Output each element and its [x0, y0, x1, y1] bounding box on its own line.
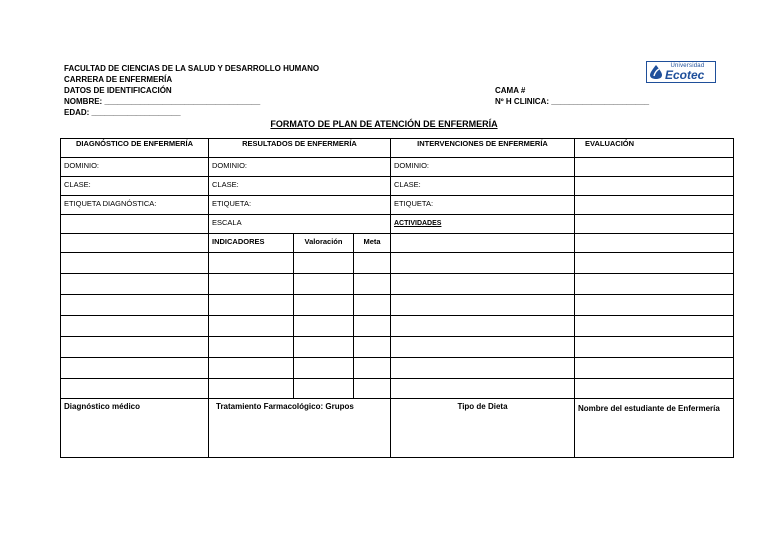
empty-cell[interactable] [354, 379, 391, 399]
empty-cell[interactable] [209, 253, 294, 274]
logo-main-text: Ecotec [665, 68, 705, 82]
header-diagnosis: DIAGNÓSTICO DE ENFERMERÍA [61, 139, 209, 158]
empty-cell[interactable] [61, 295, 209, 316]
diag-cell[interactable] [61, 215, 209, 234]
table-row [61, 177, 734, 196]
diag-class-cell[interactable]: CLASE: [61, 177, 209, 196]
table-row [61, 158, 734, 177]
eval-cell[interactable] [575, 215, 734, 234]
activities-label: ACTIVIDADES [394, 220, 442, 227]
empty-cell[interactable] [391, 358, 575, 379]
bed-field[interactable]: CAMA # [495, 86, 526, 95]
empty-cell[interactable] [61, 358, 209, 379]
empty-cell[interactable] [294, 316, 354, 337]
empty-cell[interactable] [294, 295, 354, 316]
page-title: FORMATO DE PLAN DE ATENCIÓN DE ENFERMERÍA [270, 119, 498, 129]
indicators-header: INDICADORES [209, 234, 294, 253]
empty-cell[interactable] [391, 253, 575, 274]
empty-cell[interactable] [209, 274, 294, 295]
ecotec-logo [646, 61, 716, 83]
res-domain-cell[interactable]: DOMINIO: [209, 158, 391, 177]
header-evaluation: EVALUACIÓN [575, 139, 734, 158]
empty-cell[interactable] [575, 316, 734, 337]
empty-cell[interactable] [354, 274, 391, 295]
diag-domain-cell[interactable]: DOMINIO: [61, 158, 209, 177]
eval-cell[interactable] [575, 158, 734, 177]
interv-domain-cell[interactable]: DOMINIO: [391, 158, 575, 177]
table-row [61, 358, 734, 379]
empty-cell[interactable] [61, 274, 209, 295]
table-row [61, 316, 734, 337]
empty-cell[interactable] [575, 379, 734, 399]
empty-cell[interactable] [294, 337, 354, 358]
eval-cell[interactable] [575, 177, 734, 196]
medical-diagnosis-cell[interactable]: Diagnóstico médico [61, 399, 209, 458]
table-row [61, 295, 734, 316]
empty-cell[interactable] [575, 337, 734, 358]
valuation-header: Valoración [294, 234, 354, 253]
empty-cell[interactable] [354, 337, 391, 358]
interv-label-cell[interactable]: ETIQUETA: [391, 196, 575, 215]
empty-cell[interactable] [575, 295, 734, 316]
empty-cell[interactable] [575, 274, 734, 295]
goal-header: Meta [354, 234, 391, 253]
empty-cell[interactable] [354, 253, 391, 274]
empty-cell[interactable] [575, 253, 734, 274]
empty-cell[interactable] [294, 274, 354, 295]
career-name: CARRERA DE ENFERMERÍA [64, 75, 173, 84]
eval-cell[interactable] [575, 196, 734, 215]
table-row [61, 379, 734, 399]
diag-cell[interactable] [61, 234, 209, 253]
interv-activities-cell[interactable] [391, 215, 575, 234]
empty-cell[interactable] [391, 337, 575, 358]
interv-class-cell[interactable]: CLASE: [391, 177, 575, 196]
res-scale-cell[interactable]: ESCALA [209, 215, 391, 234]
diag-label-cell[interactable]: ETIQUETA DIAGNÓSTICA: [61, 196, 209, 215]
empty-cell[interactable] [354, 316, 391, 337]
clinical-history-field[interactable]: Nº H CLINICA: ______________________ [495, 97, 650, 106]
empty-cell[interactable] [61, 379, 209, 399]
empty-cell[interactable] [391, 316, 575, 337]
table-header-row [61, 139, 734, 158]
empty-cell[interactable] [391, 274, 575, 295]
id-data-label: DATOS DE IDENTIFICACIÓN [64, 86, 172, 95]
interv-cell[interactable] [391, 234, 575, 253]
eval-cell[interactable] [575, 234, 734, 253]
empty-cell[interactable] [61, 316, 209, 337]
empty-cell[interactable] [209, 316, 294, 337]
table-row [61, 253, 734, 274]
empty-cell[interactable] [294, 358, 354, 379]
name-field[interactable]: NOMBRE: ___________________________________ [64, 97, 261, 106]
header-interventions: INTERVENCIONES DE ENFERMERÍA [391, 139, 575, 158]
empty-cell[interactable] [575, 358, 734, 379]
logo-drop-icon [649, 64, 663, 80]
table-row [61, 274, 734, 295]
empty-cell[interactable] [209, 337, 294, 358]
header-results: RESULTADOS DE ENFERMERÍA [209, 139, 391, 158]
pharmacological-treatment-cell[interactable]: Tratamiento Farmacológico: Grupos [209, 399, 391, 458]
empty-cell[interactable] [294, 253, 354, 274]
empty-cell[interactable] [209, 379, 294, 399]
empty-cell[interactable] [391, 379, 575, 399]
empty-cell[interactable] [61, 253, 209, 274]
table-row [61, 215, 734, 234]
table-row [61, 234, 734, 253]
care-plan-table [60, 138, 734, 458]
empty-cell[interactable] [354, 295, 391, 316]
empty-cell[interactable] [391, 295, 575, 316]
diet-type-cell[interactable]: Tipo de Dieta [391, 399, 575, 458]
empty-cell[interactable] [61, 337, 209, 358]
age-field[interactable]: EDAD: ____________________ [64, 108, 181, 117]
empty-cell[interactable] [209, 295, 294, 316]
logo-top-text: Universidad [670, 63, 705, 69]
student-name-cell[interactable]: Nombre del estudiante de Enfermería [575, 399, 734, 458]
res-class-cell[interactable]: CLASE: [209, 177, 391, 196]
empty-cell[interactable] [209, 358, 294, 379]
empty-cell[interactable] [354, 358, 391, 379]
faculty-name: FACULTAD DE CIENCIAS DE LA SALUD Y DESARROLLO HUMANO [64, 64, 320, 73]
res-label-cell[interactable]: ETIQUETA: [209, 196, 391, 215]
footer-row [61, 399, 734, 458]
table-row [61, 337, 734, 358]
table-row [61, 196, 734, 215]
empty-cell[interactable] [294, 379, 354, 399]
